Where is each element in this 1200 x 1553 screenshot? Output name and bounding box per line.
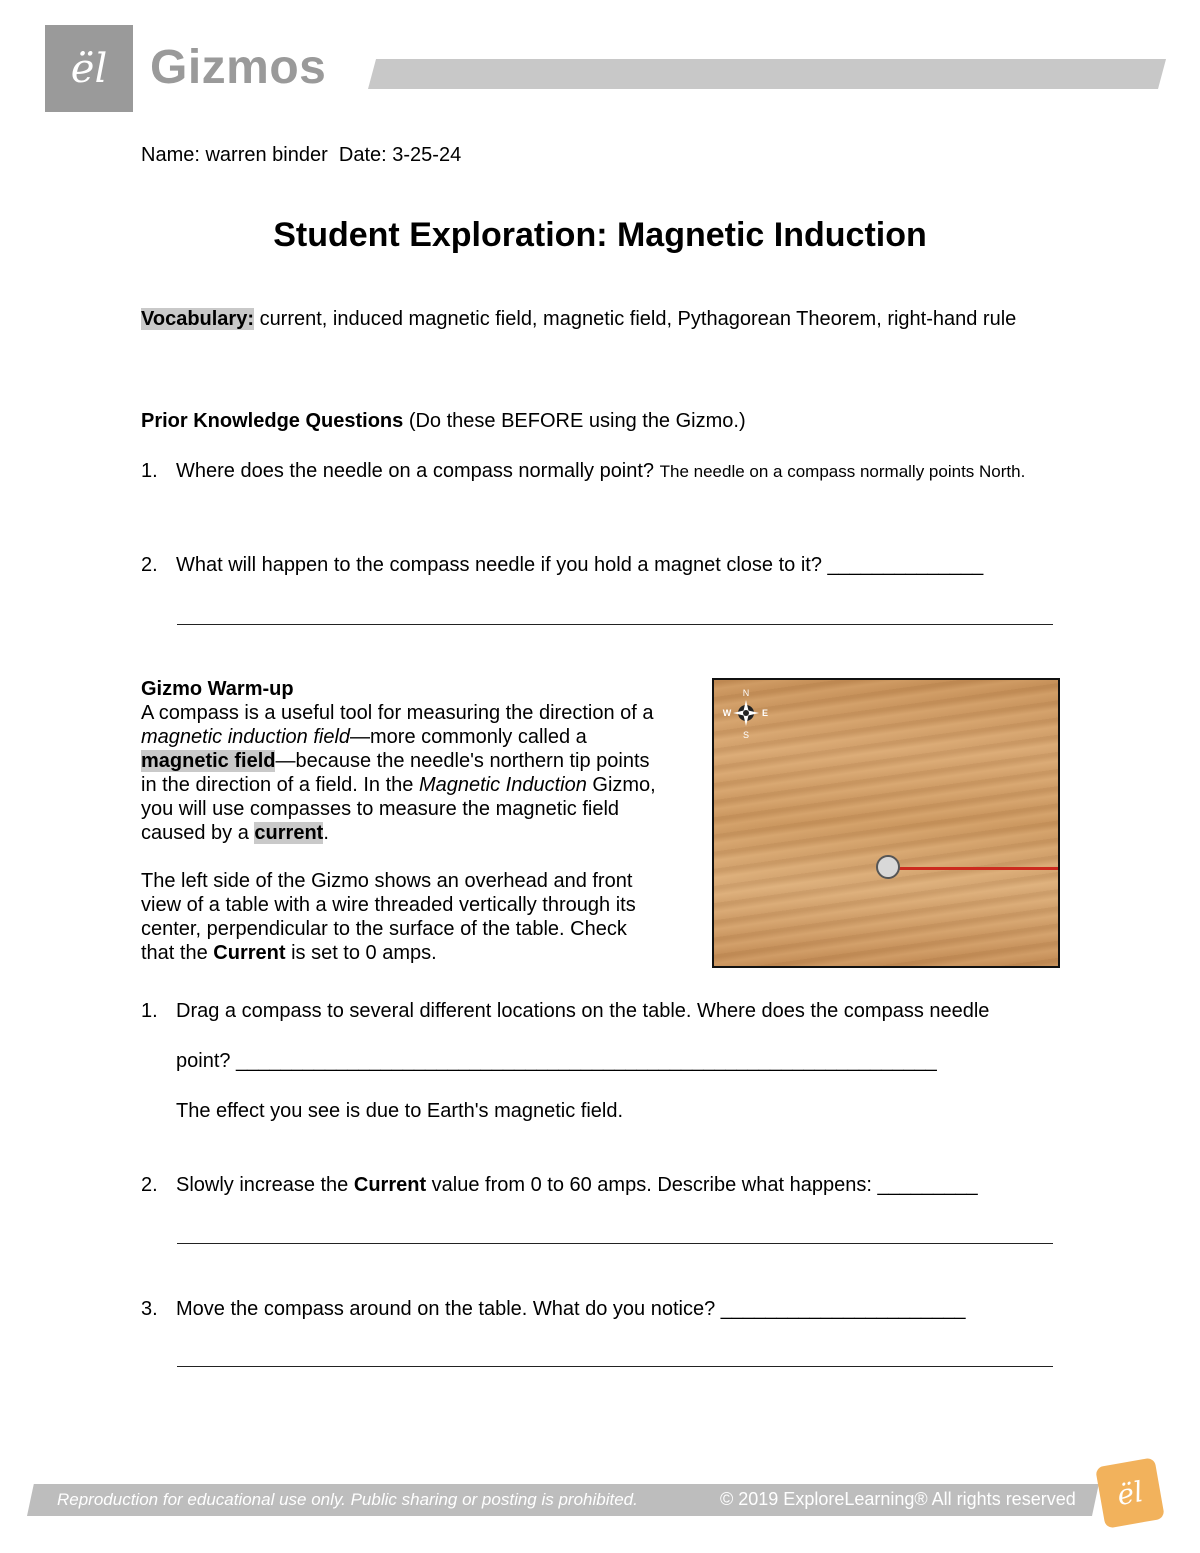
- warmup-paragraph-2: The left side of the Gizmo shows an overhead and front view of a table with a wire threaded vertically through its center, perpendicular to the surface of the table. Check that the Current is set to 0 amps.: [141, 870, 636, 964]
- name-label: Name:: [141, 144, 200, 166]
- student-name: warren binder: [205, 144, 328, 166]
- logo-glyph: ël: [70, 45, 108, 92]
- footer-disclaimer: Reproduction for educational use only. Public sharing or posting is prohibited.: [57, 1490, 638, 1509]
- prior-heading-note: (Do these BEFORE using the Gizmo.): [408, 410, 746, 432]
- prior-heading-text: Prior Knowledge Questions: [141, 410, 404, 432]
- question-answer-line[interactable]: point? _______________________________________________________________: [176, 1050, 937, 1072]
- term-current: current: [254, 822, 324, 844]
- question-text: Move the compass around on the table. What do you notice? ______________________: [176, 1298, 966, 1320]
- question-number: 1.: [141, 460, 158, 482]
- warmup-heading: Gizmo Warm-up: [141, 678, 294, 700]
- question-number: 3.: [141, 1298, 158, 1320]
- wire-line: [889, 867, 1059, 870]
- term-magnetic-field: magnetic field: [141, 750, 276, 772]
- wire-handle[interactable]: [876, 855, 900, 879]
- name-date-line: [141, 143, 461, 167]
- compass-e: E: [761, 708, 769, 718]
- warmup-question-1: [141, 999, 1061, 1129]
- page-title: Student Exploration: Magnetic Induction: [273, 216, 927, 254]
- date-value: 3-25-24: [392, 144, 462, 166]
- compass-n: N: [742, 688, 750, 698]
- date-label: Date:: [338, 144, 387, 166]
- question-number: 1.: [141, 1000, 158, 1022]
- question-text: Drag a compass to several different locations on the table. Where does the compass needle: [176, 1000, 990, 1022]
- warmup-section: [141, 677, 661, 965]
- warmup-paragraph-1: A compass is a useful tool for measuring the direction of a magnetic induction field—more commonly called a magnetic field—because the needle's northern tip points in the direction of a field. In the Magnetic Induction Gizmo, you will use compasses to measure the magnetic field caused by a current.: [141, 702, 656, 844]
- question-note: The effect you see is due to Earth's magnetic field.: [176, 1100, 624, 1122]
- vocabulary-label: Vocabulary:: [141, 308, 254, 330]
- compass-s: S: [742, 730, 750, 740]
- question-number: 2.: [141, 1174, 158, 1196]
- warmup-question-2: 2. Slowly increase the Current value from 0 to 60 amps. Describe what happens: _________: [141, 1174, 978, 1196]
- compass-rose-icon: [722, 686, 770, 740]
- question-text: What will happen to the compass needle if you hold a magnet close to it? ______________: [176, 554, 984, 576]
- gizmo-table-image: [712, 678, 1060, 968]
- prior-knowledge-heading: [141, 409, 746, 433]
- gizmos-logo: [45, 25, 133, 112]
- footer-copyright: © 2019 ExploreLearning® All rights reserved: [720, 1489, 1076, 1509]
- answer-text[interactable]: The needle on a compass normally points North.: [659, 462, 1026, 481]
- prior-question-1: [141, 459, 1061, 509]
- warmup-question-3: [141, 1297, 1061, 1327]
- compass-w: W: [722, 708, 732, 718]
- answer-line[interactable]: [177, 1243, 1053, 1244]
- brand-name: Gizmos: [150, 41, 327, 94]
- answer-line[interactable]: [177, 624, 1053, 625]
- question-text: Where does the needle on a compass normally point?: [176, 460, 655, 482]
- prior-question-2: [141, 553, 1061, 583]
- answer-line[interactable]: [177, 1366, 1053, 1367]
- header-bar: [368, 59, 1166, 89]
- footer-logo-icon: ël: [1095, 1457, 1165, 1528]
- question-number: 2.: [141, 554, 158, 576]
- vocabulary-terms: current, induced magnetic field, magnetic field, Pythagorean Theorem, right-hand rule: [259, 308, 1017, 330]
- vocabulary: [141, 307, 1061, 331]
